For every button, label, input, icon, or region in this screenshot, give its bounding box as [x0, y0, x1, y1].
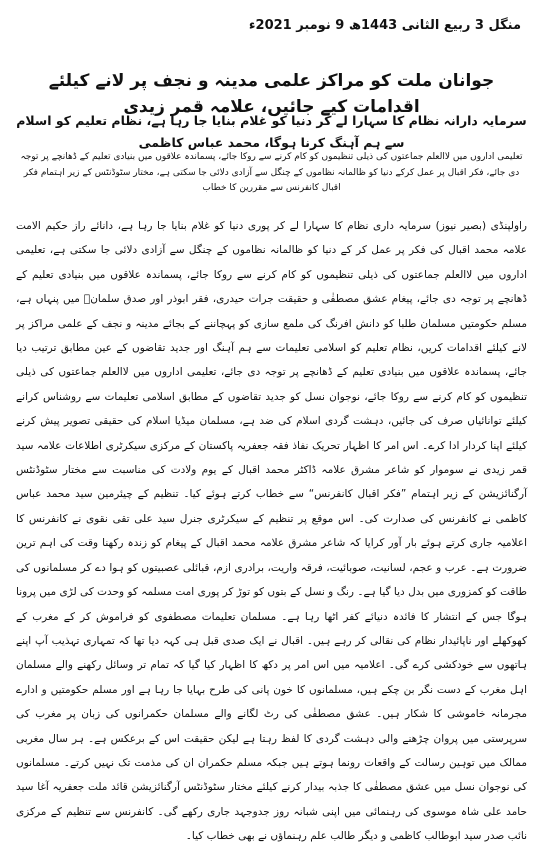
summary-deck: تعلیمی اداروں میں لاالعلم جماعتوں کی ذیلی تنظیموں کو کام کرنے سے روکا جائے، پسماندہ علاقوں میں بنیادی تعلیم کے ڈھانچے پر توجہ دی جائے، فکر اقبال پر عمل کرکے دنیا کو ظالمانہ نظاموں کے چنگل سے آزادی دلائی جا سکتی ہے، مختار سٹوڈنٹس کے زیر اہتمام فکر اقبال کانفرنس سے مقررین کا خطاب: [20, 152, 523, 193]
headline: جوانان ملت کو مراکز علمی مدینہ و نجف پر لانے کیلئے اقدامات کیے جائیں، علامہ قمر زیدی: [48, 71, 495, 117]
article-paragraph: [16, 214, 527, 849]
dateline: منگل 3 ربیع الثانی 1443ھ 9 نومبر 2021ء: [248, 18, 521, 33]
subheadline: سرمایہ دارانہ نظام کا سہارا لے کر دنیا کو غلام بنایا جا رہا ہے، نظام تعلیم کو اسلام سے ہم آہنگ کرنا ہوگا، محمد عباس کاظمی: [16, 113, 527, 150]
article-text: سرمایہ داری نظام کا سہارا لے کر پوری دنیا کو غلام بنایا جا رہا ہے، دانائے راز حکیم الامت علامہ محمد اقبال کی فکر پر عمل کر کے دنیا کو ظالمانہ نظاموں کے چنگل سے آزادی دلائی جا سکتی ہے، تعلیمی اداروں میں لاالعلم جماعتوں کی ذیلی تنظیموں کو کام کرنے سے روکا جائے، پسماندہ علاقوں میں بنیادی تعلیم کے ڈھانچے پر توجہ دی جائے، پیغام عشق مصطفٰی و حقیقت جرات حیدری، فقر ابوذر اور صدق سلمانؑ میں پنہاں ہے، مسلم حکومتیں مسلمان طلبا کو دانش افرنگ کی ملمع سازی کو پہچاننے کے بجائے مدینہ و نجف کے علمی مراکز پر لانے کیلئے اقدامات کریں، نظام تعلیم کو اسلامی تعلیمات سے ہم آہنگ اور جدید تقاضوں کے عین مطابق ترتیب دیا جائے، پسماندہ علاقوں میں بنیادی تعلیم کے ڈھانچے پر توجہ دی جائے، تعلیمی اداروں میں لاالعلم جماعتوں کی ذیلی تنظیموں کو کام کرنے سے روکا جائے، نوجوان نسل کو جدید تقاضوں کے مطابق اسلامی تعلیمات سے روشناس کرانے کیلئے توانائیاں صرف کی جائیں، دہشت گردی اسلام کی ضد ہے، مسلمان میڈیا اسلام کی حقیقی تصویر پیش کرنے کیلئے اپنا کردار ادا کرے۔ اس امر کا اظہار تحریک نفاذ فقہ جعفریہ پاکستان کے مرکزی سیکرٹری اطلاعات علامہ سید قمر زیدی نے سوموار کو شاعر مشرق علامہ ڈاکٹر محمد اقبال کے یوم ولادت کی مناسبت سے مختار سٹوڈنٹس آرگنائزیشن کے زیر اہتمام ”فکر اقبال کانفرنس“ سے خطاب کرتے ہوئے کیا۔ تنظیم کے چیئرمین سید محمد عباس کاظمی نے کانفرنس کی صدارت کی۔ اس موقع پر تنظیم کے سیکرٹری جنرل سید علی تقی نقوی نے کانفرنس کا اعلامیہ جاری کرتے ہوئے بار آور کرایا کہ شاعر مشرق علامہ محمد اقبال کے پیغام کو زندہ رکھنا وقت کی اہم ترین ضرورت ہے۔ عرب و عجم، لسانیت، صوبائیت، فرقہ واریت، برادری ازم، قبائلی عصبیتوں کو ہوا دے کر مسلمانوں کی طاقت کو کمزوری میں بدل دیا گیا ہے۔ رنگ و نسل کے بتوں کو توڑ کر پوری امت مسلمہ کو وحدت کی لڑی میں پرونا ہوگا جس کے انتشار کا فائدہ دنیائے کفر اٹھا رہا ہے۔ مسلمان تعلیمات مصطفوی کو فراموش کر کے مغرب کے کھوکھلے اور ناپائیدار نظام کی نقالی کر رہے ہیں۔ اقبال نے ایک صدی قبل ہی کہہ دیا تھا کہ تمہاری تہذیب آپ اپنے ہاتھوں سے خودکشی کرے گی۔ اعلامیہ میں اس امر پر دکھ کا اظہار کیا گیا کہ تمام تر وسائل رکھنے والے مسلمان اہل مغرب کے دست نگر بن چکے ہیں، مسلمانوں کا خون پانی کی طرح بہایا جا رہا ہے اور مسلم حکومتیں و ادارے مجرمانہ خاموشی کا شکار ہیں۔ عشق مصطفٰی کی رٹ لگانے والے مسلمان حکمرانوں کی زبان پر مغرب کی سرپرستی میں پروان چڑھنے والی دہشت گردی کا لفظ رہتا ہے لیکن حقیقت اس کے برعکس ہے۔ ہر سال مغربی ممالک میں توہین رسالت کے واقعات رونما ہوتے ہیں جبکہ مسلم حکمران ان کی مذمت تک نہیں کرتے۔ مسلمانوں کی نوجوان نسل میں عشق مصطفٰی کا جذبہ بیدار کرنے کیلئے مختار سٹوڈنٹس آرگنائزیشن قائد ملت جعفریہ آغا سید حامد علی شاہ موسوی کی رہنمائی میں اپنی شبانہ روز جدوجہد جاری رکھے گی۔ کانفرنس سے تنظیم کے مرکزی نائب صدر سید ابوطالب کاظمی و دیگر طالب علم رہنماؤں نے بھی خطاب کیا۔: [16, 220, 527, 843]
place-dateline: راولپنڈی (بصیر نیوز): [435, 220, 528, 232]
article-body: [16, 214, 527, 849]
